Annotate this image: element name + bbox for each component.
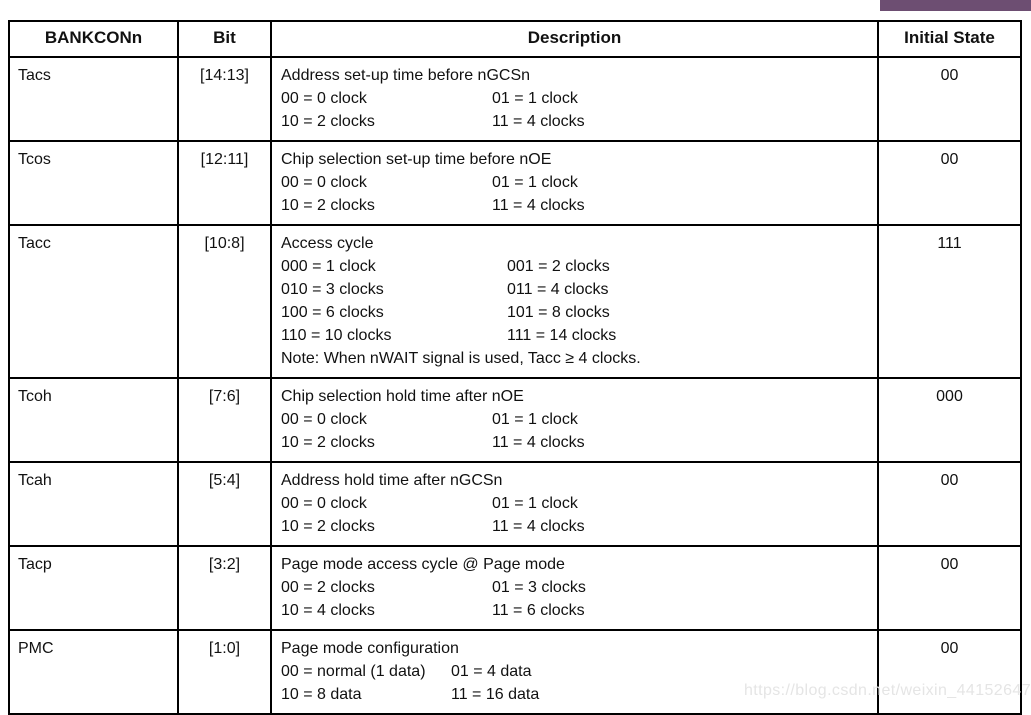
initial-state: 111 bbox=[878, 225, 1021, 378]
option-value-left: 010 = 3 clocks bbox=[281, 281, 384, 298]
table-row-tacc bbox=[9, 225, 1021, 378]
bit-range: [7:6] bbox=[178, 378, 271, 462]
table-row-tacs bbox=[9, 57, 1021, 141]
table-row-tcoh bbox=[9, 378, 1021, 462]
initial-state: 00 bbox=[878, 546, 1021, 630]
table-body bbox=[9, 57, 1021, 714]
field-description bbox=[271, 141, 878, 225]
option-value-right: 11 = 4 clocks bbox=[492, 113, 585, 130]
description-line: Page mode configuration bbox=[281, 640, 459, 657]
description-line bbox=[281, 87, 869, 110]
option-value-right: 11 = 4 clocks bbox=[492, 518, 585, 535]
watermark: https://blog.csdn.net/weixin_44152647 bbox=[744, 682, 1031, 699]
option-value-right: 001 = 2 clocks bbox=[507, 258, 610, 275]
bit-range: [10:8] bbox=[178, 225, 271, 378]
field-name: Tacc bbox=[9, 225, 178, 378]
initial-state: 00 bbox=[878, 141, 1021, 225]
field-name: Tacs bbox=[9, 57, 178, 141]
col-header-bit: Bit bbox=[178, 21, 271, 57]
description-line bbox=[281, 515, 869, 538]
table-row-tcos bbox=[9, 141, 1021, 225]
option-value-left: 00 = 0 clock bbox=[281, 90, 367, 107]
option-value-left: 10 = 2 clocks bbox=[281, 197, 375, 214]
option-value-left: 10 = 4 clocks bbox=[281, 602, 375, 619]
description-line bbox=[281, 278, 869, 301]
option-value-left: 10 = 2 clocks bbox=[281, 518, 375, 535]
option-value-left: 000 = 1 clock bbox=[281, 258, 376, 275]
description-line: Chip selection hold time after nOE bbox=[281, 388, 524, 405]
option-value-left: 100 = 6 clocks bbox=[281, 304, 384, 321]
field-description bbox=[271, 630, 878, 714]
field-name: Tcoh bbox=[9, 378, 178, 462]
bit-range: [5:4] bbox=[178, 462, 271, 546]
option-value-left: 10 = 2 clocks bbox=[281, 113, 375, 130]
description-line bbox=[281, 492, 869, 515]
bit-range: [3:2] bbox=[178, 546, 271, 630]
description-line bbox=[281, 255, 869, 278]
field-name: PMC bbox=[9, 630, 178, 714]
description-line bbox=[281, 431, 869, 454]
description-line bbox=[281, 324, 869, 347]
initial-state: 00 bbox=[878, 57, 1021, 141]
description-line bbox=[281, 301, 869, 324]
option-value-left: 00 = 2 clocks bbox=[281, 579, 375, 596]
initial-state: 00 bbox=[878, 462, 1021, 546]
header-row bbox=[9, 21, 1021, 57]
bankcon-register-table bbox=[8, 20, 1022, 715]
bit-range: [1:0] bbox=[178, 630, 271, 714]
option-value-left: 00 = normal (1 data) bbox=[281, 663, 426, 680]
field-description bbox=[271, 462, 878, 546]
bit-range: [14:13] bbox=[178, 57, 271, 141]
option-value-right: 01 = 1 clock bbox=[492, 411, 578, 428]
option-value-right: 11 = 6 clocks bbox=[492, 602, 585, 619]
field-name: Tacp bbox=[9, 546, 178, 630]
initial-state: 000 bbox=[878, 378, 1021, 462]
description-line bbox=[281, 194, 869, 217]
description-line: Chip selection set-up time before nOE bbox=[281, 151, 552, 168]
option-value-right: 01 = 1 clock bbox=[492, 90, 578, 107]
col-header-initial-state: Initial State bbox=[878, 21, 1021, 57]
field-description bbox=[271, 57, 878, 141]
option-value-right: 01 = 3 clocks bbox=[492, 579, 586, 596]
option-value-left: 110 = 10 clocks bbox=[281, 327, 392, 344]
option-value-right: 011 = 4 clocks bbox=[507, 281, 609, 298]
table-row-pmc bbox=[9, 630, 1021, 714]
option-value-right: 11 = 16 data bbox=[451, 686, 540, 703]
description-line: Address hold time after nGCSn bbox=[281, 472, 503, 489]
table-row-tcah bbox=[9, 462, 1021, 546]
option-value-right: 111 = 14 clocks bbox=[507, 327, 617, 344]
field-name: Tcos bbox=[9, 141, 178, 225]
table-row-tacp bbox=[9, 546, 1021, 630]
description-line: Page mode access cycle @ Page mode bbox=[281, 556, 565, 573]
field-name: Tcah bbox=[9, 462, 178, 546]
description-line: Access cycle bbox=[281, 235, 374, 252]
field-description bbox=[271, 546, 878, 630]
col-header-bankconn: BANKCONn bbox=[9, 21, 178, 57]
option-value-left: 00 = 0 clock bbox=[281, 174, 367, 191]
description-line bbox=[281, 660, 869, 683]
option-value-left: 10 = 2 clocks bbox=[281, 434, 375, 451]
initial-state: 00 bbox=[878, 630, 1021, 714]
option-value-right: 101 = 8 clocks bbox=[507, 304, 610, 321]
option-value-right: 01 = 1 clock bbox=[492, 495, 578, 512]
description-line: Address set-up time before nGCSn bbox=[281, 67, 531, 84]
description-line: Note: When nWAIT signal is used, Tacc ≥ 4 clocks. bbox=[281, 350, 641, 367]
col-header-description: Description bbox=[271, 21, 878, 57]
option-value-left: 10 = 8 data bbox=[281, 686, 362, 703]
description-line bbox=[281, 599, 869, 622]
option-value-left: 00 = 0 clock bbox=[281, 411, 367, 428]
option-value-right: 01 = 4 data bbox=[451, 663, 532, 680]
description-line bbox=[281, 408, 869, 431]
field-description bbox=[271, 225, 878, 378]
description-line bbox=[281, 576, 869, 599]
field-description bbox=[271, 378, 878, 462]
description-line bbox=[281, 171, 869, 194]
accent-bar bbox=[880, 0, 1031, 11]
bit-range: [12:11] bbox=[178, 141, 271, 225]
option-value-right: 01 = 1 clock bbox=[492, 174, 578, 191]
option-value-right: 11 = 4 clocks bbox=[492, 434, 585, 451]
description-line bbox=[281, 110, 869, 133]
option-value-left: 00 = 0 clock bbox=[281, 495, 367, 512]
option-value-right: 11 = 4 clocks bbox=[492, 197, 585, 214]
